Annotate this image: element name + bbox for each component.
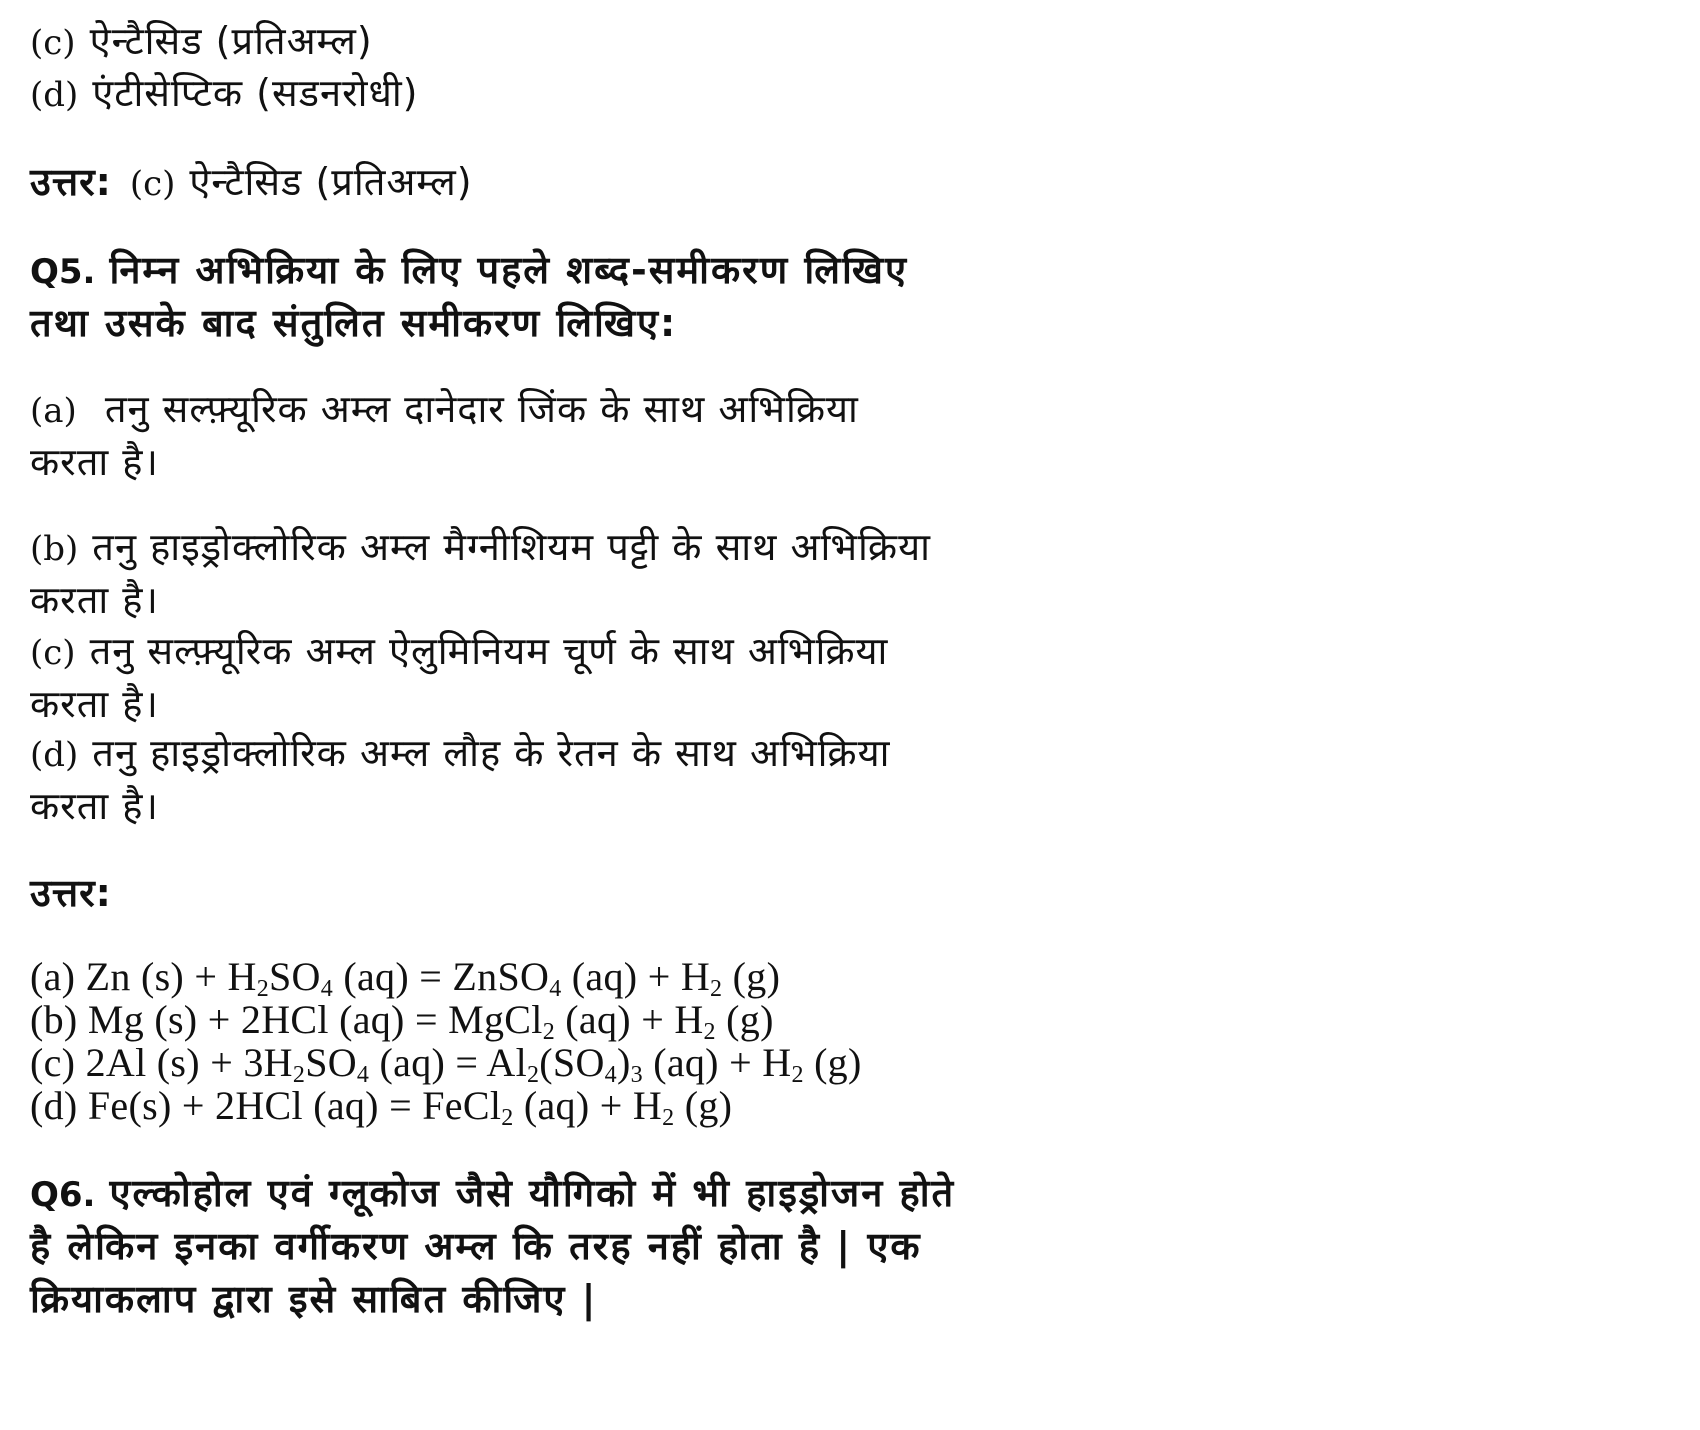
q6-text-line1: एल्कोहोल एवं ग्लूकोज जैसे यौगिको में भी हाइड्रोजन होते xyxy=(109,1171,956,1215)
q5-line1 xyxy=(30,243,908,299)
equation-a-label: (a) xyxy=(30,954,76,999)
answer4-heading: उत्तर: xyxy=(30,160,112,204)
q5-part-d-line1 xyxy=(30,726,891,782)
q5-number: Q5. xyxy=(30,252,96,292)
equation-b xyxy=(30,997,774,1043)
equation-a xyxy=(30,954,780,1000)
q5-part-a-label: (a) xyxy=(30,391,77,431)
q5-part-a-text1: तनु सल्फ़्यूरिक अम्ल दानेदार जिंक के साथ अभिक्रिया xyxy=(104,387,859,431)
q5-part-b-line2 xyxy=(30,573,159,627)
q5-part-b-text1: तनु हाइड्रोक्लोरिक अम्ल मैग्नीशियम पट्टी के साथ अभिक्रिया xyxy=(92,525,931,569)
equation-d-body: Fe(s) + 2HCl (aq) = FeCl$_2$ $(aq) + H_2$ (g) xyxy=(87,1083,733,1131)
equation-a-body: Zn $(s) + H_2SO_4$ (aq) = ZnSO$_4$ $(aq) + H_2$ (g) xyxy=(85,954,781,1002)
option-c-label: (c) xyxy=(30,23,76,63)
option-d-text: एंटीसेप्टिक (सडनरोधी) xyxy=(92,71,419,115)
q5-line2 xyxy=(30,296,677,350)
option-c xyxy=(30,14,373,70)
q5-part-c-label: (c) xyxy=(30,633,76,673)
q5-part-c-text1: तनु सल्फ़्यूरिक अम्ल ऐलुमिनियम चूर्ण के साथ अभिक्रिया xyxy=(89,629,889,673)
q6-line2 xyxy=(30,1219,922,1273)
equation-c-label: (c) xyxy=(30,1040,76,1085)
answer5-heading-line xyxy=(30,866,112,920)
equation-d xyxy=(30,1083,732,1129)
q5-part-c-text2: करता है। xyxy=(30,682,159,726)
q5-part-d-line2 xyxy=(30,779,159,833)
q5-part-c-line2 xyxy=(30,677,159,731)
q6-text-line2: है लेकिन इनका वर्गीकरण अम्ल कि तरह नहीं होता है | एक xyxy=(30,1224,922,1268)
q5-part-b-text2: करता है। xyxy=(30,578,159,622)
q5-text-line1: निम्न अभिक्रिया के लिए पहले शब्द-समीकरण लिखिए xyxy=(109,248,908,292)
q5-part-c-line1 xyxy=(30,624,888,680)
q6-number: Q6. xyxy=(30,1175,96,1215)
q5-part-a-line2 xyxy=(30,435,159,489)
q5-part-b-line1 xyxy=(30,520,931,576)
equation-c xyxy=(30,1040,862,1086)
option-d-label: (d) xyxy=(30,75,79,115)
q6-line3 xyxy=(30,1272,598,1326)
option-d xyxy=(30,66,419,122)
q5-part-d-label: (d) xyxy=(30,735,79,775)
q5-part-d-text1: तनु हाइड्रोक्लोरिक अम्ल लौह के रेतन के साथ अभिक्रिया xyxy=(92,731,891,775)
answer5-heading: उत्तर: xyxy=(30,871,112,915)
equation-c-body: 2Al $(s) + 3H_2SO_4$ $(aq) = Al_2(SO_4)_3$ $(aq) + H_2$ (g) xyxy=(85,1040,862,1088)
q5-part-d-text2: करता है। xyxy=(30,784,159,828)
equation-b-label: (b) xyxy=(30,997,78,1042)
option-c-text: ऐन्टैसिड (प्रतिअम्ल) xyxy=(89,19,373,63)
q5-part-b-label: (b) xyxy=(30,529,79,569)
answer4-label: (c) xyxy=(129,164,176,204)
answer4-line xyxy=(30,155,473,211)
q5-text-line2: तथा उसके बाद संतुलित समीकरण लिखिए: xyxy=(30,301,678,345)
q5-part-a-line1 xyxy=(30,382,859,438)
q5-part-a-text2: करता है। xyxy=(30,440,159,484)
q6-text-line3: क्रियाकलाप द्वारा इसे साबित कीजिए | xyxy=(30,1277,598,1321)
equation-b-body: Mg (s) + 2HCl (aq) = MgCl$_2$ $(aq) + H_2$ (g) xyxy=(87,997,774,1045)
q6-line1 xyxy=(30,1166,955,1222)
equation-d-label: (d) xyxy=(30,1083,78,1128)
answer4-text: ऐन्टैसिड (प्रतिअम्ल) xyxy=(189,160,473,204)
